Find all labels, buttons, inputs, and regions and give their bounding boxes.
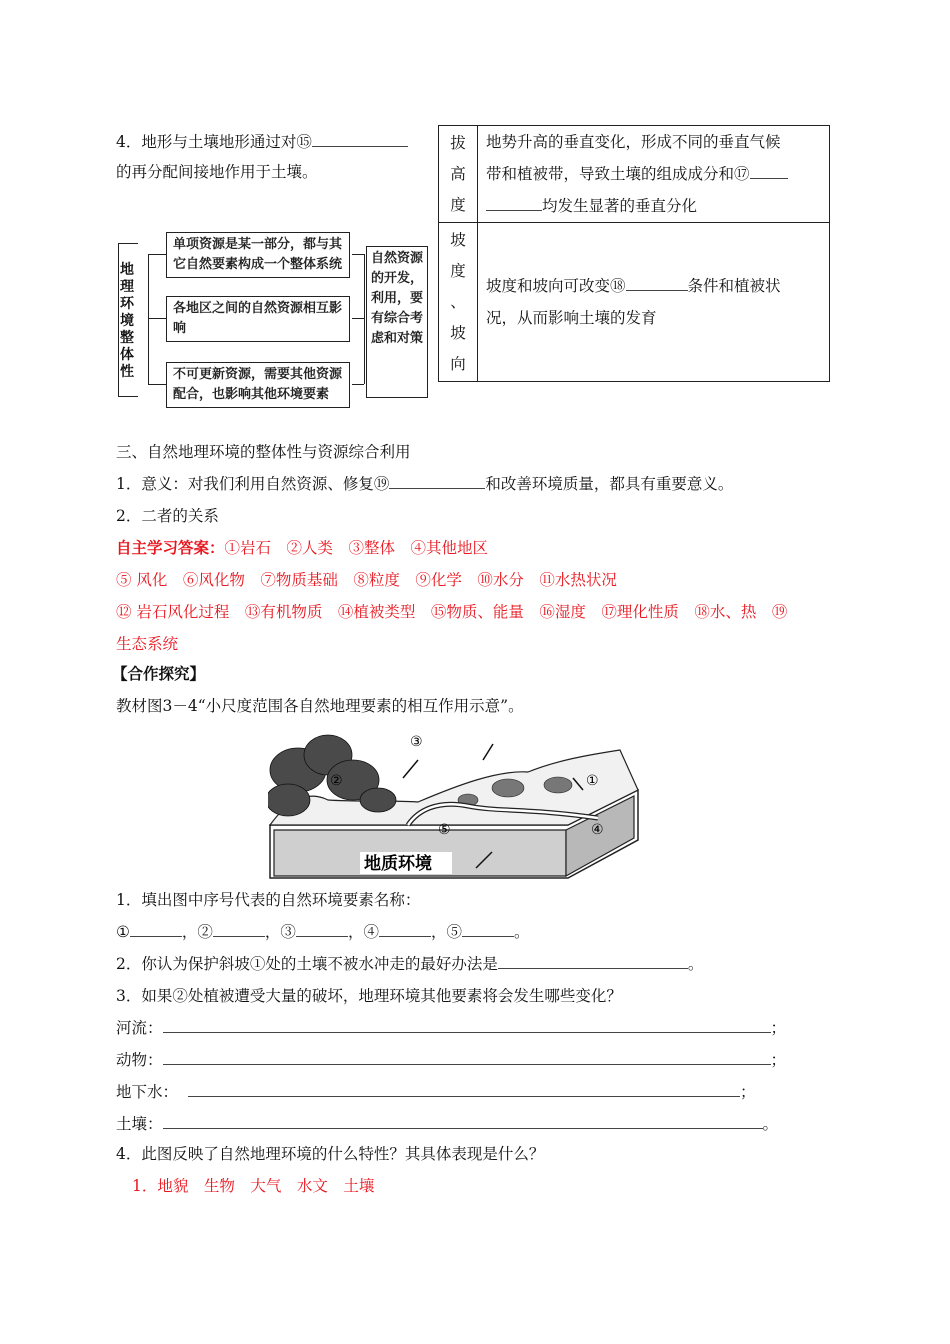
diagram-left-label: 地理环境整体性 — [120, 262, 134, 380]
section3-line2: 2．二者的关系 — [116, 507, 219, 525]
answers-line4: 生态系统 — [116, 635, 179, 653]
answers-line3: ⑫ 岩石风化过程 ⑬有机物质 ⑭植被类型 ⑮物质、能量 ⑯湿度 ⑰理化性质 ⑱水、热 ⑲ — [116, 603, 788, 621]
answer-soil-row: 土壤： 。 — [116, 1115, 779, 1133]
diagram-right-box: 自然资源的开发，利用，要有综合考虑和对策 — [366, 246, 428, 398]
terrain-table — [438, 125, 830, 382]
question-1-blanks: ① ，② ，③ ，④ ，⑤ 。 — [116, 923, 530, 941]
answer-blank-1[interactable] — [130, 922, 182, 937]
question-3: 3．如果②处植被遭受大量的破坏，地理环境其他要素将会发生哪些变化？ — [116, 987, 622, 1005]
table-row-slope — [439, 223, 830, 382]
geology-label: 地质环境 — [364, 854, 432, 874]
answer-blank-4[interactable] — [379, 922, 431, 937]
answer-blank-animal[interactable] — [163, 1050, 771, 1065]
answer-4: 1．地貌 生物 大气 水文 土壤 — [132, 1177, 375, 1195]
mark-4: ④ — [591, 822, 604, 838]
sec4-line1 — [116, 132, 408, 152]
question-1: 1．填出图中序号代表的自然环境要素名称： — [116, 891, 421, 909]
answer-blank-groundwater[interactable] — [188, 1082, 740, 1097]
diagram-box-1: 单项资源是某一部分，都与其它自然要素构成一个整体系统 — [166, 232, 350, 278]
arrow-2 — [483, 744, 493, 760]
coop-intro: 教材图3－4“小尺度范围各自然地理要素的相互作用示意”。 — [116, 697, 524, 715]
answer-groundwater-row: 地下水： ； — [116, 1083, 756, 1101]
answers-line2: ⑤ 风化 ⑥风化物 ⑦物质基础 ⑧粒度 ⑨化学 ⑩水分 ⑪水热状况 — [116, 571, 617, 589]
coop-title: 【合作探究】 — [112, 664, 206, 683]
answer-blank-3[interactable] — [296, 922, 348, 937]
blank-15[interactable] — [312, 132, 408, 147]
blank-18[interactable] — [626, 276, 688, 291]
sec4-line2: 的再分配间接地作用于土壤。 — [116, 163, 318, 181]
row-content-altitude: 地势升高的垂直变化，形成不同的垂直气候 带和植被带，导致土壤的组成成分和⑰ 均发生显著的垂直分化 — [478, 126, 830, 223]
mark-1: ① — [586, 773, 599, 789]
mark-3: ③ — [410, 734, 423, 750]
answers-line1: 自主学习答案：①岩石 ②人类 ③整体 ④其他地区 — [116, 538, 489, 557]
arrow-1 — [403, 760, 418, 778]
diagram-box-3: 不可更新资源，需要其他资源配合，也影响其他环境要素 — [166, 362, 350, 408]
section3-title: 三、自然地理环境的整体性与资源综合利用 — [116, 443, 411, 461]
sec4-text: 4．地形与土壤地形通过对⑮ — [116, 133, 312, 151]
answer-blank-soil[interactable] — [163, 1114, 763, 1129]
row-head-slope: 坡 度 、 坡 向 — [439, 223, 478, 382]
blank-19[interactable] — [389, 474, 485, 489]
row-head-altitude: 拔 高 度 — [439, 126, 478, 223]
answer-animal-row: 动物： ； — [116, 1051, 787, 1069]
section3-line1: 1．意义：对我们利用自然资源、修复⑲ 和改善环境质量，都具有重要意义。 — [116, 475, 734, 493]
landscape-figure — [268, 730, 640, 880]
mark-5: ⑤ — [438, 822, 451, 838]
mark-2: ② — [330, 773, 343, 789]
row-content-slope: 坡度和坡向可改变⑱ 条件和植被状 况，从而影响土壤的发育 — [478, 223, 830, 382]
diagram-box-2: 各地区之间的自然资源相互影响 — [166, 296, 350, 342]
question-4: 4．此图反映了自然地理环境的什么特性？其具体表现是什么？ — [116, 1145, 545, 1163]
answer-blank-5[interactable] — [462, 922, 514, 937]
answer-river-row: 河流： ； — [116, 1019, 787, 1037]
answer-blank-river[interactable] — [163, 1018, 771, 1033]
table-row-altitude — [439, 126, 830, 223]
answer-blank-2[interactable] — [213, 922, 265, 937]
blank-17b[interactable] — [486, 196, 542, 211]
answers-label: 自主学习答案： — [116, 538, 225, 557]
question-2: 2．你认为保护斜坡①处的土壤不被水冲走的最好办法是 。 — [116, 955, 704, 973]
answer-blank-q2[interactable] — [498, 954, 688, 969]
blank-17a[interactable] — [750, 164, 788, 179]
